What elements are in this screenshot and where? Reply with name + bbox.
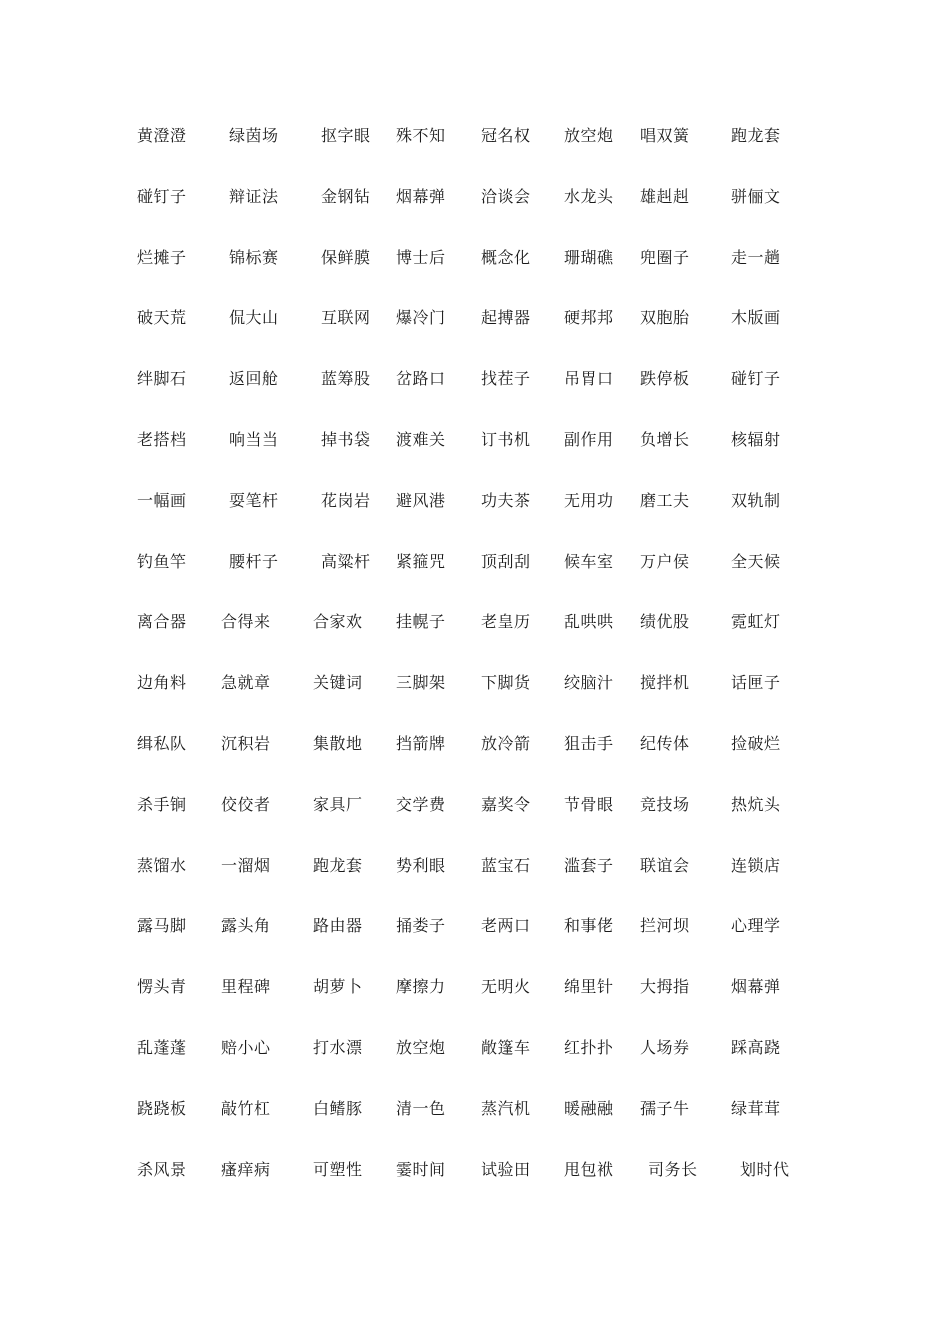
word-item: 竞技场 bbox=[640, 794, 690, 814]
word-item: 势利眼 bbox=[396, 855, 446, 875]
word-item: 订书机 bbox=[481, 430, 531, 449]
word-item: 孺子牛 bbox=[640, 1098, 690, 1118]
word-item: 边角料 bbox=[137, 673, 187, 693]
word-item: 辩证法 bbox=[229, 186, 279, 206]
word-item: 洽谈会 bbox=[481, 186, 531, 206]
word-item: 沉积岩 bbox=[221, 734, 271, 753]
word-item: 狙击手 bbox=[564, 734, 614, 753]
word-item: 碰钉子 bbox=[137, 186, 187, 206]
word-item: 瘙痒病 bbox=[221, 1159, 271, 1179]
word-row bbox=[0, 977, 950, 1007]
word-item: 心理学 bbox=[731, 916, 781, 936]
word-item: 缉私队 bbox=[137, 734, 187, 753]
word-item: 大拇指 bbox=[640, 977, 690, 997]
word-item: 绩优股 bbox=[640, 612, 690, 632]
word-item: 无用功 bbox=[564, 490, 614, 510]
word-item: 杀风景 bbox=[137, 1159, 187, 1179]
word-item: 冠名权 bbox=[481, 126, 531, 145]
word-item: 挡箭牌 bbox=[396, 734, 446, 753]
word-item: 嘉奖令 bbox=[481, 794, 531, 814]
word-item: 烟幕弹 bbox=[396, 186, 446, 206]
word-item: 赔小心 bbox=[221, 1038, 271, 1057]
word-item: 殊不知 bbox=[396, 126, 446, 145]
word-item: 珊瑚礁 bbox=[564, 247, 614, 267]
word-item: 副作用 bbox=[564, 430, 614, 449]
word-item: 花岗岩 bbox=[321, 490, 371, 510]
word-item: 和事佬 bbox=[564, 916, 614, 936]
word-item: 吊胃口 bbox=[564, 369, 614, 389]
word-item: 保鲜膜 bbox=[321, 247, 371, 267]
word-item: 绞脑汁 bbox=[564, 673, 614, 693]
word-item: 硬邦邦 bbox=[564, 308, 614, 328]
word-item: 离合器 bbox=[137, 612, 187, 632]
word-item: 胡萝卜 bbox=[313, 977, 363, 997]
word-item: 滥套子 bbox=[564, 855, 614, 875]
word-item: 避风港 bbox=[396, 490, 446, 510]
word-item: 急就章 bbox=[221, 673, 271, 693]
word-row bbox=[0, 430, 950, 460]
word-item: 三脚架 bbox=[396, 673, 446, 693]
word-item: 钓鱼竿 bbox=[137, 551, 187, 571]
word-item: 顶刮刮 bbox=[481, 551, 531, 571]
word-item: 负增长 bbox=[640, 430, 690, 449]
word-item: 老皇历 bbox=[481, 612, 531, 632]
word-item: 下脚货 bbox=[481, 673, 531, 693]
word-item: 博士后 bbox=[396, 247, 446, 267]
word-row bbox=[0, 673, 950, 703]
word-item: 绿茵场 bbox=[229, 126, 279, 145]
word-item: 无明火 bbox=[481, 977, 531, 997]
word-item: 霎时间 bbox=[396, 1159, 446, 1179]
word-item: 腰杆子 bbox=[229, 551, 279, 571]
word-item: 司务长 bbox=[648, 1159, 698, 1179]
word-item: 蓝宝石 bbox=[481, 855, 531, 875]
word-item: 全天候 bbox=[731, 551, 781, 571]
word-row bbox=[0, 248, 950, 278]
word-item: 雄赳赳 bbox=[640, 186, 690, 206]
word-item: 节骨眼 bbox=[564, 794, 614, 814]
word-item: 霓虹灯 bbox=[731, 612, 781, 632]
word-item: 关键词 bbox=[313, 673, 363, 693]
word-item: 磨工夫 bbox=[640, 490, 690, 510]
word-row bbox=[0, 1038, 950, 1068]
word-item: 抠字眼 bbox=[321, 126, 371, 145]
word-item: 纪传体 bbox=[640, 734, 690, 753]
word-item: 拦河坝 bbox=[640, 916, 690, 936]
word-item: 摩擦力 bbox=[396, 977, 446, 997]
word-item: 连锁店 bbox=[731, 855, 781, 875]
word-item: 集散地 bbox=[313, 734, 363, 753]
word-item: 跷跷板 bbox=[137, 1098, 187, 1118]
word-item: 烂摊子 bbox=[137, 247, 187, 267]
word-item: 兜圈子 bbox=[640, 247, 690, 267]
word-item: 高粱杆 bbox=[321, 551, 371, 571]
word-item: 双胞胎 bbox=[640, 308, 690, 328]
word-row bbox=[0, 916, 950, 946]
word-row bbox=[0, 612, 950, 642]
word-item: 乱哄哄 bbox=[564, 612, 614, 632]
word-row bbox=[0, 795, 950, 825]
word-row bbox=[0, 126, 950, 156]
word-item: 蓝筹股 bbox=[321, 369, 371, 389]
word-item: 可塑性 bbox=[313, 1159, 363, 1179]
word-item: 耍笔杆 bbox=[229, 490, 279, 510]
word-item: 合家欢 bbox=[313, 612, 363, 632]
word-item: 找茬子 bbox=[481, 369, 531, 389]
word-item: 双轨制 bbox=[731, 490, 781, 510]
word-item: 万户侯 bbox=[640, 551, 690, 571]
word-item: 清一色 bbox=[396, 1098, 446, 1118]
word-item: 跑龙套 bbox=[313, 855, 363, 875]
word-item: 核辐射 bbox=[731, 430, 781, 449]
word-row bbox=[0, 856, 950, 886]
word-item: 木版画 bbox=[731, 308, 781, 328]
word-item: 老两口 bbox=[481, 916, 531, 936]
word-item: 捅娄子 bbox=[396, 916, 446, 936]
word-item: 骈俪文 bbox=[731, 186, 781, 206]
word-item: 愣头青 bbox=[137, 977, 187, 997]
word-item: 绵里针 bbox=[564, 977, 614, 997]
word-item: 佼佼者 bbox=[221, 794, 271, 814]
word-item: 一幅画 bbox=[137, 490, 187, 510]
word-item: 响当当 bbox=[229, 430, 279, 449]
word-item: 乱蓬蓬 bbox=[137, 1038, 187, 1057]
word-item: 爆冷门 bbox=[396, 308, 446, 328]
word-item: 功夫茶 bbox=[481, 490, 531, 510]
word-item: 岔路口 bbox=[396, 369, 446, 389]
word-item: 挂幌子 bbox=[396, 612, 446, 632]
word-item: 跌停板 bbox=[640, 369, 690, 389]
word-item: 唱双簧 bbox=[640, 126, 690, 145]
word-row bbox=[0, 308, 950, 338]
word-item: 热炕头 bbox=[731, 794, 781, 814]
word-item: 放空炮 bbox=[396, 1038, 446, 1057]
word-item: 走一趟 bbox=[731, 247, 781, 267]
word-item: 联谊会 bbox=[640, 855, 690, 875]
word-item: 起搏器 bbox=[481, 308, 531, 328]
word-item: 概念化 bbox=[481, 247, 531, 267]
word-item: 放空炮 bbox=[564, 126, 614, 145]
word-item: 返回舱 bbox=[229, 369, 279, 389]
word-row bbox=[0, 369, 950, 399]
word-row bbox=[0, 1160, 950, 1190]
word-item: 话匣子 bbox=[731, 673, 781, 693]
word-item: 放冷箭 bbox=[481, 734, 531, 753]
word-item: 路由器 bbox=[313, 916, 363, 936]
word-item: 碰钉子 bbox=[731, 369, 781, 389]
word-item: 合得来 bbox=[221, 612, 271, 632]
word-item: 踩高跷 bbox=[731, 1038, 781, 1057]
word-row bbox=[0, 187, 950, 217]
word-item: 候车室 bbox=[564, 551, 614, 571]
word-item: 人场券 bbox=[640, 1038, 690, 1057]
word-item: 破天荒 bbox=[137, 308, 187, 328]
word-item: 试验田 bbox=[481, 1159, 531, 1179]
word-row bbox=[0, 734, 950, 764]
word-item: 暖融融 bbox=[564, 1098, 614, 1118]
word-item: 红扑扑 bbox=[564, 1038, 614, 1057]
word-item: 一溜烟 bbox=[221, 855, 271, 875]
word-item: 老搭档 bbox=[137, 430, 187, 449]
word-item: 捡破烂 bbox=[731, 734, 781, 753]
word-item: 交学费 bbox=[396, 794, 446, 814]
word-item: 杀手锏 bbox=[137, 794, 187, 814]
word-item: 黄澄澄 bbox=[137, 126, 187, 145]
word-item: 侃大山 bbox=[229, 308, 279, 328]
word-item: 甩包袱 bbox=[564, 1159, 614, 1179]
word-item: 家具厂 bbox=[313, 794, 363, 814]
word-row bbox=[0, 1099, 950, 1129]
word-item: 蒸馏水 bbox=[137, 855, 187, 875]
word-item: 打水漂 bbox=[313, 1038, 363, 1057]
word-item: 紧箍咒 bbox=[396, 551, 446, 571]
word-item: 互联网 bbox=[321, 308, 371, 328]
word-item: 里程碑 bbox=[221, 977, 271, 997]
word-row bbox=[0, 552, 950, 582]
word-item: 搅拌机 bbox=[640, 673, 690, 693]
word-item: 蒸汽机 bbox=[481, 1098, 531, 1118]
word-item: 掉书袋 bbox=[321, 430, 371, 449]
word-item: 敞篷车 bbox=[481, 1038, 531, 1057]
word-row bbox=[0, 491, 950, 521]
word-item: 烟幕弹 bbox=[731, 977, 781, 997]
word-item: 绊脚石 bbox=[137, 369, 187, 389]
word-item: 锦标赛 bbox=[229, 247, 279, 267]
word-item: 划时代 bbox=[740, 1159, 790, 1179]
word-item: 敲竹杠 bbox=[221, 1098, 271, 1118]
word-item: 跑龙套 bbox=[731, 126, 781, 145]
word-item: 渡难关 bbox=[396, 430, 446, 449]
word-item: 绿茸茸 bbox=[731, 1098, 781, 1118]
word-item: 露马脚 bbox=[137, 916, 187, 936]
word-item: 金钢钻 bbox=[321, 186, 371, 206]
word-item: 露头角 bbox=[221, 916, 271, 936]
word-item: 水龙头 bbox=[564, 186, 614, 206]
word-item: 白鳍豚 bbox=[313, 1098, 363, 1118]
